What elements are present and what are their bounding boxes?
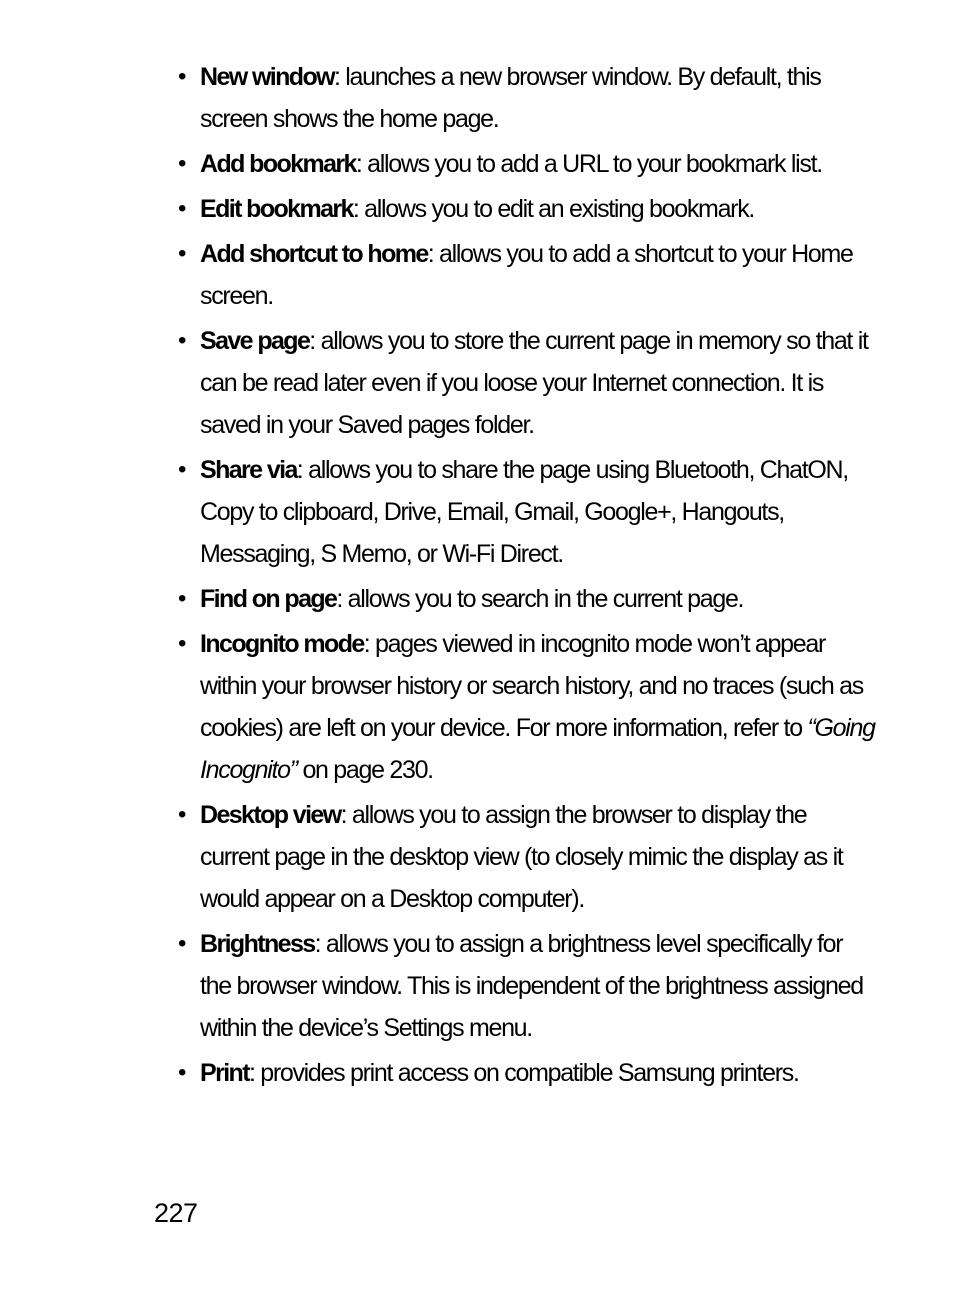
list-item-incognito-mode — [178, 623, 876, 791]
list-item-add-shortcut — [178, 233, 876, 317]
term-label: Add bookmark — [200, 150, 356, 178]
bullet: • — [178, 930, 186, 957]
term-label: Desktop view — [200, 801, 341, 829]
term-label: Add shortcut to home — [200, 240, 428, 268]
bullet: • — [178, 327, 186, 354]
bullet: • — [178, 195, 186, 222]
list-item-find-on-page — [178, 578, 876, 620]
list-item-save-page — [178, 320, 876, 446]
bullet: • — [178, 63, 186, 90]
term-description: : launches a new browser window. By default, this screen shows the home page. — [200, 63, 821, 133]
term-description: : provides print access on compatible Samsung printers. — [248, 1059, 799, 1087]
term-description: : allows you to share the page using Bluetooth, ChatON, Copy to clipboard, Drive, Email, Gmail, Google+, Hangouts, Messaging, S Memo, or Wi-Fi Direct. — [200, 456, 848, 568]
term-description: : allows you to assign a brightness level specifically for the browser window. This is independent of the brightness assigned within the device’s Settings menu. — [200, 930, 863, 1042]
term-label: Share via — [200, 456, 297, 484]
term-label: Incognito mode — [200, 630, 364, 658]
bullet: • — [178, 585, 186, 612]
cross-reference-link[interactable]: “Going Incognito” — [200, 714, 875, 784]
bullet: • — [178, 150, 186, 177]
term-label: Save page — [200, 327, 310, 355]
list-item-brightness — [178, 923, 876, 1049]
list-item-add-bookmark — [178, 143, 876, 185]
list-item-new-window — [178, 56, 876, 140]
bullet: • — [178, 240, 186, 267]
term-label: New window — [200, 63, 335, 91]
term-description: : allows you to assign the browser to display the current page in the desktop view (to closely mimic the display as it would appear on a Desktop computer). — [200, 801, 843, 913]
term-description: : allows you to add a shortcut to your Home screen. — [200, 240, 853, 310]
list-item-edit-bookmark — [178, 188, 876, 230]
term-description: : pages viewed in incognito mode won’t appear within your browser history or search history, and no traces (such as cookies) are left on your device. For more information, refer to — [200, 630, 863, 742]
term-description: : allows you to store the current page in memory so that it can be read later even if you loose your Internet connection. It is saved in your Saved pages folder. — [200, 327, 868, 439]
list-item-share-via — [178, 449, 876, 575]
term-label: Find on page — [200, 585, 337, 613]
menu-options-list — [178, 56, 876, 1097]
term-label: Edit bookmark — [200, 195, 353, 223]
bullet: • — [178, 630, 186, 657]
term-label: Brightness — [200, 930, 315, 958]
list-item-print — [178, 1052, 876, 1094]
term-label: Print — [200, 1059, 249, 1087]
page-number: 227 — [154, 1198, 198, 1228]
bullet: • — [178, 801, 186, 828]
term-description: : allows you to edit an existing bookmark. — [352, 195, 755, 223]
page-reference: on page 230. — [296, 756, 433, 784]
term-description: : allows you to add a URL to your bookmark list. — [355, 150, 822, 178]
bullet: • — [178, 1059, 186, 1086]
bullet: • — [178, 456, 186, 483]
term-description: : allows you to search in the current page. — [336, 585, 744, 613]
list-item-desktop-view — [178, 794, 876, 920]
